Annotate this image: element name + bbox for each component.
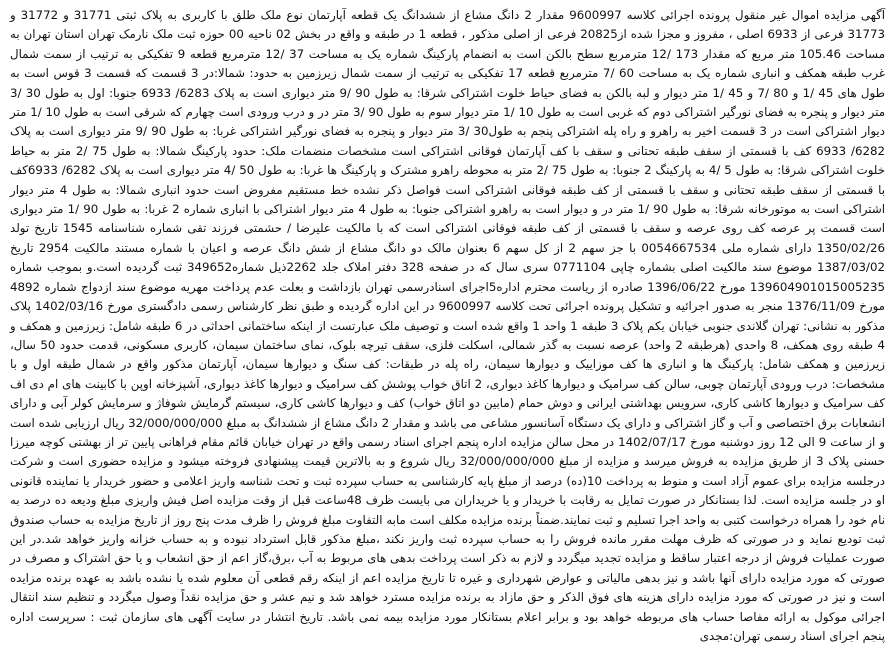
notice-paragraph: آگهی مزایده اموال غیر منقول پرونده اجرائی کلاسه 9600997 مقدار 2 دانگ مشاع از ششدانگ یک قطعه آپارتمان نوع ملک طلق با کاربری به پلاک ثبتی 31771 و 31772 و 31773 فرعی از 6933 اصلی ، مفروز و مجزا شده از20825 فرعی از اصلی مذکور ، قطعه 1 در طبقه و واقع در بخش 02 ناحیه 00 حوزه ثبت ملک نارمک تهران استان تهران به مساحت 105.46 متر مربع که مقدار 173 /12 مترمربع سطح بالکن است به انضمام پارکینگ شماره یک به مساحت 37 /12 مترمربع قطعه 9 تفکیکی به ترتیب از سمت شمال غرب طبقه همکف و انباری شماره یک به مساحت 60 /7 مترمربع قطعه 17 تفکیکی به ترتیب از سمت شمال زیرزمین به حدود: شمالا:در 3 قسمت که قسمت 3 قوس است به طول های 45 /1 و 80 /7 و 45 /1 متر دیوار و لبه بالکن به فضای حیاط خلوت اشتراکی شرقا: به طول 90 /9 متر دیواری است به پلاک 6283/ 6933 جنوبا: اول به طول 30 /3 متر دیوار و پنجره به فضای نورگیر اشتراکی دوم که غربی است به طول 10 /1 متر دیوار سوم به طول 90 /3 متر در و درب ورودی است چهارم که شرقی است به طول 10 /1 متر دیوار اشتراکی است در 3 قسمت اخیر به راهرو و راه پله اشتراکی پنجم به طول30 /3 متر دیوار و پنجره به فضای نورگیر اشتراکی غربا: به طول 90 /9 متر دیواری است به پلاک 6282/ 6933 کف با قسمتی از سقف طبقه تحتانی و سقف با کف آپارتمان فوقانی اشتراکی است مشخصات منضمات ملک: حدود پارکینگ شمالا: به طول 75 /2 متر به حیاط خلوت اشتراکی شرقا: به طول 5 /4 به پارکینگ 2 جنوبا: به طول 75 /2 متر به محوطه راهرو مشترک و پارکینگ ها غربا: به طول 50 /4 متر دیواری است به پلاک 6282/ 6933کف با قسمتی از سقف طبقه تحتانی و سقف با قسمتی از کف طبقه فوقانی اشتراکی است فواصل ذکر نشده خط مستقیم مفروض است حدود انباری شمالا: به طول 4 متر دیوار اشتراکی است به موتورخانه شرقا: به طول 90 /1 متر در و دیوار است به راهرو اشتراکی جنوبا: به طول 4 متر دیوار اشتراکی با انباری شماره 2 غربا: به طول 90 /1 متر دیواری است قسمت پر عرصه کف روی عرصه و سقف با قسمتی از کف طبقه فوقانی اشتراکی است که با مالکیت علیرضا / حشمتی فرزند تقی شماره شناسنامه 1545 تاریخ تولد 1350/02/26 دارای شماره ملی 0054667534 با جز سهم 2 از کل سهم 6 بعنوان مالک دو دانگ مشاع از شش دانگ عرصه و اعیان با شماره مستند مالکیت 2954 تاریخ 1387/03/02 موضوع سند مالکیت اصلی بشماره چاپی 0771104 سری سال که در صفحه 328 دفتر املاک جلد 2262ذیل شماره349652 ثبت گردیده است.و بموجب شماره 139604901015005235 مورخ 1396/06/22 صادره از ریاست محترم اداره5اجرای اسنادرسمی تهران بازداشت و بعلت عدم پرداخت مهریه موضوع سند ازدواج شماره 4892 مورخ 1376/11/09 منجر به صدور اجرائیه و تشکیل پرونده اجرائی تحت کلاسه 9600997 در این اداره گردیده و طبق نظر کارشناس رسمی دادگستری مورخ 1402/03/16 پلاک مذکور به نشانی: تهران گلاندی جنوبی خیابان یکم پلاک 3 طبقه 1 واحد 1 واقع شده است و توصیف ملک عبارتست از اینکه ساختمانی احداثی در 6 طبقه شامل: زیرزمین و همکف و 4 طبقه روی همکف، 8 واحدی (هرطبقه 2 واحد) عرصه نسبت به گذر شمالی، اسکلت فلزی، سقف تیرچه بلوک، نمای ساختمان سیمان، کاربری مسکونی، قدمت حدود 50 سال، زیرزمین و همکف شامل: پارکینگ ها و انباری ها کف موزاییک و دیوارها سیمان، راه پله در طبقات: کف سنگ و دیوارها سیمان، آپارتمان مذکور واقع در شمال طبقه اول و با مشخصات: درب ورودی آپارتمان چوبی، سالن کف سرامیک و دیوارها کاغذ دیواری، 2 اتاق خواب پوشش کف سرامیک و دیوارها کاغذ دیواری، آشپزخانه اوپن با کابینت های ام دی اف کف سرامیک و دیوارها کاشی کاری، سرویس بهداشتی ایرانی و دوش حمام (مابین دو اتاق خواب) کف و دیوارها کاشی کاری، سیستم گرمایش شوفاژ و سرمایش کولر آبی و دارای انشعابات برق اختصاصی و آب و گاز اشتراکی و دارای یک دستگاه آسانسور مشاعی می باشد و مقدار 2 دانگ مشاع از ششدانگ به مبلغ 32/000/000/000 ریال ارزیابی شده است و از ساعت 9 الی 12 روز دوشنبه مورخ 1402/07/17 در محل سالن مزایده اداره پنجم اجرای اسناد رسمی واقع در تهران خیابان قائم مقام فراهانی پایین تر از بهشتی کوچه میرزا حسنی پلاک 3 از طریق مزایده به فروش میرسد و مزایده از مبلغ 32/000/000/000 ریال شروع و به بالاترین قیمت پیشنهادی فروخته میشود و مزایده حضوری است و شرکت درجلسه مزایده برای عموم آزاد است و منوط به پرداخت 10(ده) درصد از مبلغ پایه کارشناسی به حساب سپرده ثبت و تحت شناسه واریز اعلامی و حضور خریدار یا نماینده قانونی او در جلسه مزایده است. لذا بستانکار در صورت تمایل به رقابت با خریدار و یا خریداران می بایست ظرف 48ساعت قبل از وقت مزایده اصل فیش واریزی مبلغ ودیعه ده درصد به نام خود را همراه درخواست کتبی به واحد اجرا تسلیم و ثبت نمایند.ضمناً برنده مزایده مکلف است مابه التفاوت مبلغ فروش را ظرف مدت پنج روز از تاریخ مزایده به حساب صندوق ثبت تودیع نماید و در صورتی که ظرف مهلت مقرر مانده فروش را به حساب سپرده ثبت واریز نکند ،مبلغ مذکور قابل استرداد نبوده و به حساب خزانه واریز خواهد شد.در این صورت عملیات فروش از درجه اعتبار ساقط و مزایده تجدید میگردد و لازم به ذکر است پرداخت بدهی های مربوط به آب ،برق،گاز اعم از حق انشعاب و یا حق اشتراک و مصرف در صورتی که مورد مزایده دارای آنها باشد و نیز بدهی مالیاتی و عوارض شهرداری و غیره تا تاریخ مزایده اعم از اینکه رقم قطعی آن معلوم شده یا نشده باشد به عهده برنده مزایده است و نیز در صورتی که مورد مزایده دارای هزینه های فوق الذکر و حق مازاد به برنده مزایده مسترد خواهد شد و نیم عشر و حق مزایده نقداً وصول میگردد و تنظیم سند انتقال اجرائی موکول به ارائه مفاصا حساب های مربوطه خواهد بود و برابر اعلام بستانکار مورد مزایده بیمه نمی باشد. تاریخ انتشار در سایت آگهی های سازمان ثبت : سرپرست اداره پنجم اجرای اسناد رسمی تهران:مجدی bbox=[10, 8, 886, 643]
auction-notice-text bbox=[10, 6, 885, 646]
